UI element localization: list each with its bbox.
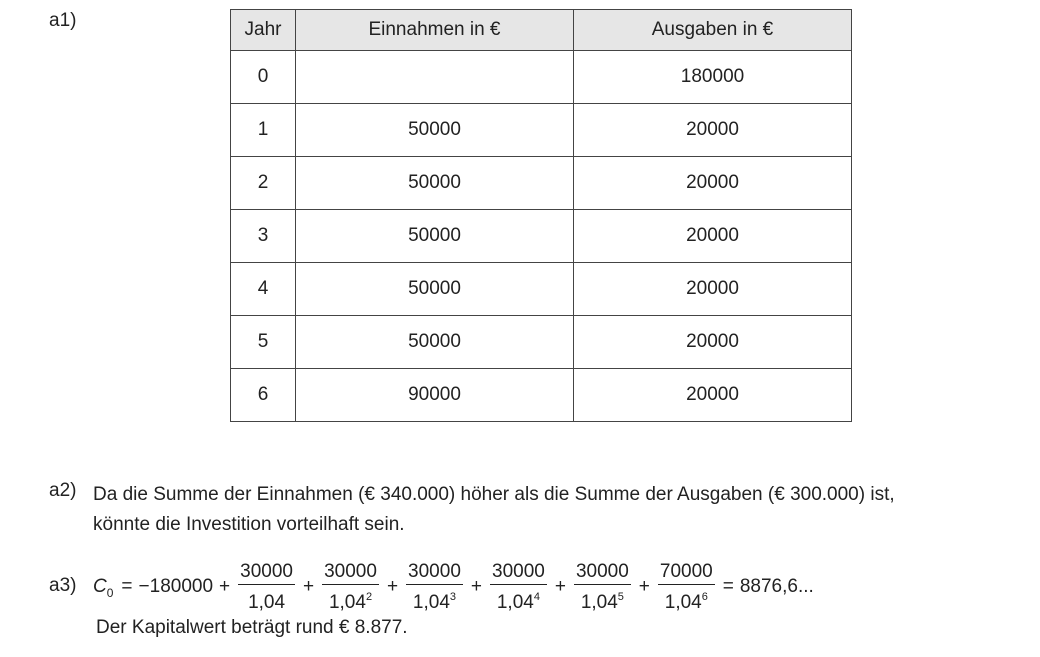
cell-jahr: 2 <box>231 157 296 210</box>
table-row <box>231 263 852 316</box>
denominator-base: 1,04 <box>328 591 366 613</box>
discounted-term <box>658 561 715 614</box>
fraction-numerator: 30000 <box>574 561 631 585</box>
cell-einnahmen: 50000 <box>296 210 574 263</box>
table-row <box>231 316 852 369</box>
formula-result: 8876,6... <box>739 576 814 597</box>
discounted-term <box>238 561 295 614</box>
cell-jahr: 3 <box>231 210 296 263</box>
denominator-base: 1,04 <box>496 591 534 613</box>
fraction-denominator <box>579 585 626 614</box>
table-row <box>231 157 852 210</box>
equals-sign: = <box>722 576 734 597</box>
plus-sign: + <box>219 576 231 597</box>
equals-sign: = <box>121 576 133 597</box>
capital-value-symbol: C <box>93 576 107 597</box>
plus-sign: + <box>638 576 650 597</box>
cell-ausgaben: 20000 <box>574 210 852 263</box>
denominator-base: 1,04 <box>248 591 286 613</box>
section-label-a3: a3) <box>49 575 77 596</box>
denominator-exponent: 6 <box>701 590 708 603</box>
header-jahr: Jahr <box>231 10 296 51</box>
net-present-value-formula <box>93 561 814 613</box>
plus-sign: + <box>302 576 315 597</box>
table-row <box>231 369 852 422</box>
denominator-base: 1,04 <box>580 591 618 613</box>
plus-sign: + <box>386 576 399 597</box>
discounted-term <box>322 561 379 614</box>
table-row <box>231 210 852 263</box>
fraction-denominator <box>663 585 710 614</box>
fraction-numerator: 30000 <box>322 561 379 585</box>
denominator-base: 1,04 <box>412 591 450 613</box>
fraction-denominator <box>411 585 458 614</box>
fraction-denominator <box>495 585 542 614</box>
cell-jahr: 6 <box>231 369 296 422</box>
cell-einnahmen: 90000 <box>296 369 574 422</box>
a2-statement: Da die Summe der Einnahmen (€ 340.000) höher als die Summe der Ausgaben (€ 300.000) ist, könnte die Investition vorteilhaft sein. <box>93 484 895 535</box>
cell-einnahmen: 50000 <box>296 316 574 369</box>
cell-einnahmen: 50000 <box>296 104 574 157</box>
fraction-numerator: 30000 <box>406 561 463 585</box>
cell-jahr: 5 <box>231 316 296 369</box>
denominator-exponent: 2 <box>365 590 373 603</box>
cell-einnahmen: 50000 <box>296 157 574 210</box>
cell-ausgaben: 20000 <box>574 104 852 157</box>
a3-conclusion: Der Kapitalwert beträgt rund € 8.877. <box>96 617 408 638</box>
discounted-term <box>574 561 631 614</box>
cell-jahr: 0 <box>231 51 296 104</box>
cell-einnahmen: 50000 <box>296 263 574 316</box>
section-label-a2: a2) <box>49 480 77 501</box>
table-header-row <box>231 10 852 51</box>
initial-investment: −180000 <box>138 576 214 597</box>
discounted-term <box>490 561 547 614</box>
cell-ausgaben: 20000 <box>574 369 852 422</box>
fraction-numerator: 30000 <box>490 561 547 585</box>
cell-ausgaben: 20000 <box>574 263 852 316</box>
cell-jahr: 4 <box>231 263 296 316</box>
fraction-denominator <box>246 585 287 614</box>
discounted-term <box>406 561 463 614</box>
plus-sign: + <box>554 576 566 597</box>
fraction-numerator: 70000 <box>658 561 715 585</box>
denominator-exponent: 5 <box>617 590 624 603</box>
section-label-a1: a1) <box>49 10 77 31</box>
fraction-numerator: 30000 <box>238 561 295 585</box>
cell-jahr: 1 <box>231 104 296 157</box>
cashflow-table <box>230 9 852 422</box>
table-row <box>231 51 852 104</box>
header-einnahmen: Einnahmen in € <box>296 10 574 51</box>
plus-sign: + <box>470 576 482 597</box>
cell-ausgaben: 20000 <box>574 316 852 369</box>
cell-ausgaben: 20000 <box>574 157 852 210</box>
table-row <box>231 104 852 157</box>
denominator-exponent: 3 <box>449 590 457 603</box>
denominator-base: 1,04 <box>664 591 702 613</box>
cell-einnahmen <box>296 51 574 104</box>
fraction-denominator <box>327 585 374 614</box>
capital-value-subscript: 0 <box>106 586 114 600</box>
header-ausgaben: Ausgaben in € <box>574 10 852 51</box>
denominator-exponent: 4 <box>533 590 540 603</box>
cell-ausgaben: 180000 <box>574 51 852 104</box>
